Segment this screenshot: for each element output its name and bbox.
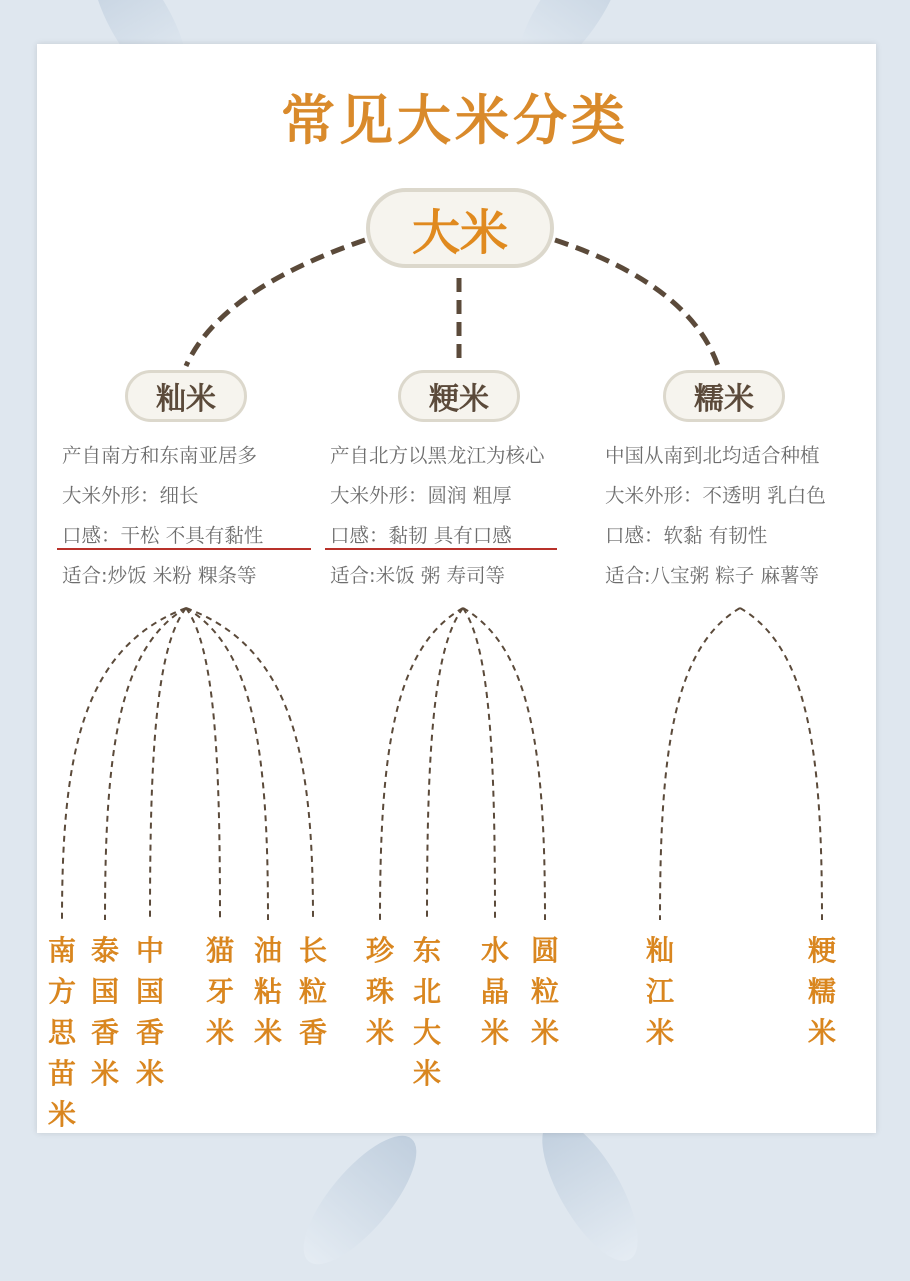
variety-connector <box>380 608 463 920</box>
variety-label: 猫牙米 <box>205 934 234 1049</box>
variety-connector <box>62 608 186 920</box>
origin-text: 产自南方和东南亚居多 <box>62 444 258 467</box>
variety-label: 粳糯米 <box>807 934 836 1049</box>
category-info <box>330 436 545 596</box>
taste-text: 口感：软黏 有韧性 <box>605 524 768 547</box>
variety-connector <box>427 608 463 920</box>
variety-connector <box>186 608 313 920</box>
variety-label: 东北大米 <box>412 934 441 1090</box>
shape-text: 大米外形：圆润 粗厚 <box>330 484 512 507</box>
variety-connector <box>660 608 740 920</box>
variety-label: 中国香米 <box>135 934 164 1090</box>
category-node-japonica: 粳米 <box>398 370 520 422</box>
variety-label: 珍珠米 <box>365 934 394 1049</box>
shape-text: 大米外形：细长 <box>62 484 199 507</box>
variety-connector <box>186 608 268 920</box>
variety-label: 籼江米 <box>645 934 674 1049</box>
variety-connector <box>463 608 495 920</box>
root-connector <box>555 240 718 366</box>
use-text: 适合:八宝粥 粽子 麻薯等 <box>605 564 819 587</box>
variety-connector <box>150 608 186 920</box>
variety-label: 长粒香 <box>298 934 327 1049</box>
variety-label: 水晶米 <box>480 934 509 1049</box>
variety-label: 油粘米 <box>253 934 282 1049</box>
shape-text: 大米外形：不透明 乳白色 <box>605 484 826 507</box>
variety-label: 圆粒米 <box>530 934 559 1049</box>
root-node: 大米 <box>366 188 554 268</box>
root-connector <box>186 240 365 366</box>
variety-connector <box>186 608 220 920</box>
variety-label: 泰国香米 <box>90 934 119 1090</box>
use-text: 适合:米饭 粥 寿司等 <box>330 564 505 587</box>
category-node-glutinous: 糯米 <box>663 370 785 422</box>
page-title: 常见大米分类 <box>281 89 629 152</box>
variety-connector <box>463 608 545 920</box>
variety-connector <box>740 608 822 920</box>
underline <box>325 548 557 550</box>
origin-text: 中国从南到北均适合种植 <box>605 444 820 467</box>
category-info <box>62 436 263 596</box>
category-node-indica: 籼米 <box>125 370 247 422</box>
underline <box>57 548 311 550</box>
variety-label: 南方思苗米 <box>47 934 76 1131</box>
variety-connector <box>105 608 186 920</box>
use-text: 适合:炒饭 米粉 粿条等 <box>62 564 257 587</box>
taste-text: 口感：干松 不具有黏性 <box>62 524 264 547</box>
origin-text: 产自北方以黑龙江为核心 <box>330 444 545 467</box>
taste-text: 口感：黏韧 具有口感 <box>330 524 512 547</box>
category-info <box>605 436 826 596</box>
